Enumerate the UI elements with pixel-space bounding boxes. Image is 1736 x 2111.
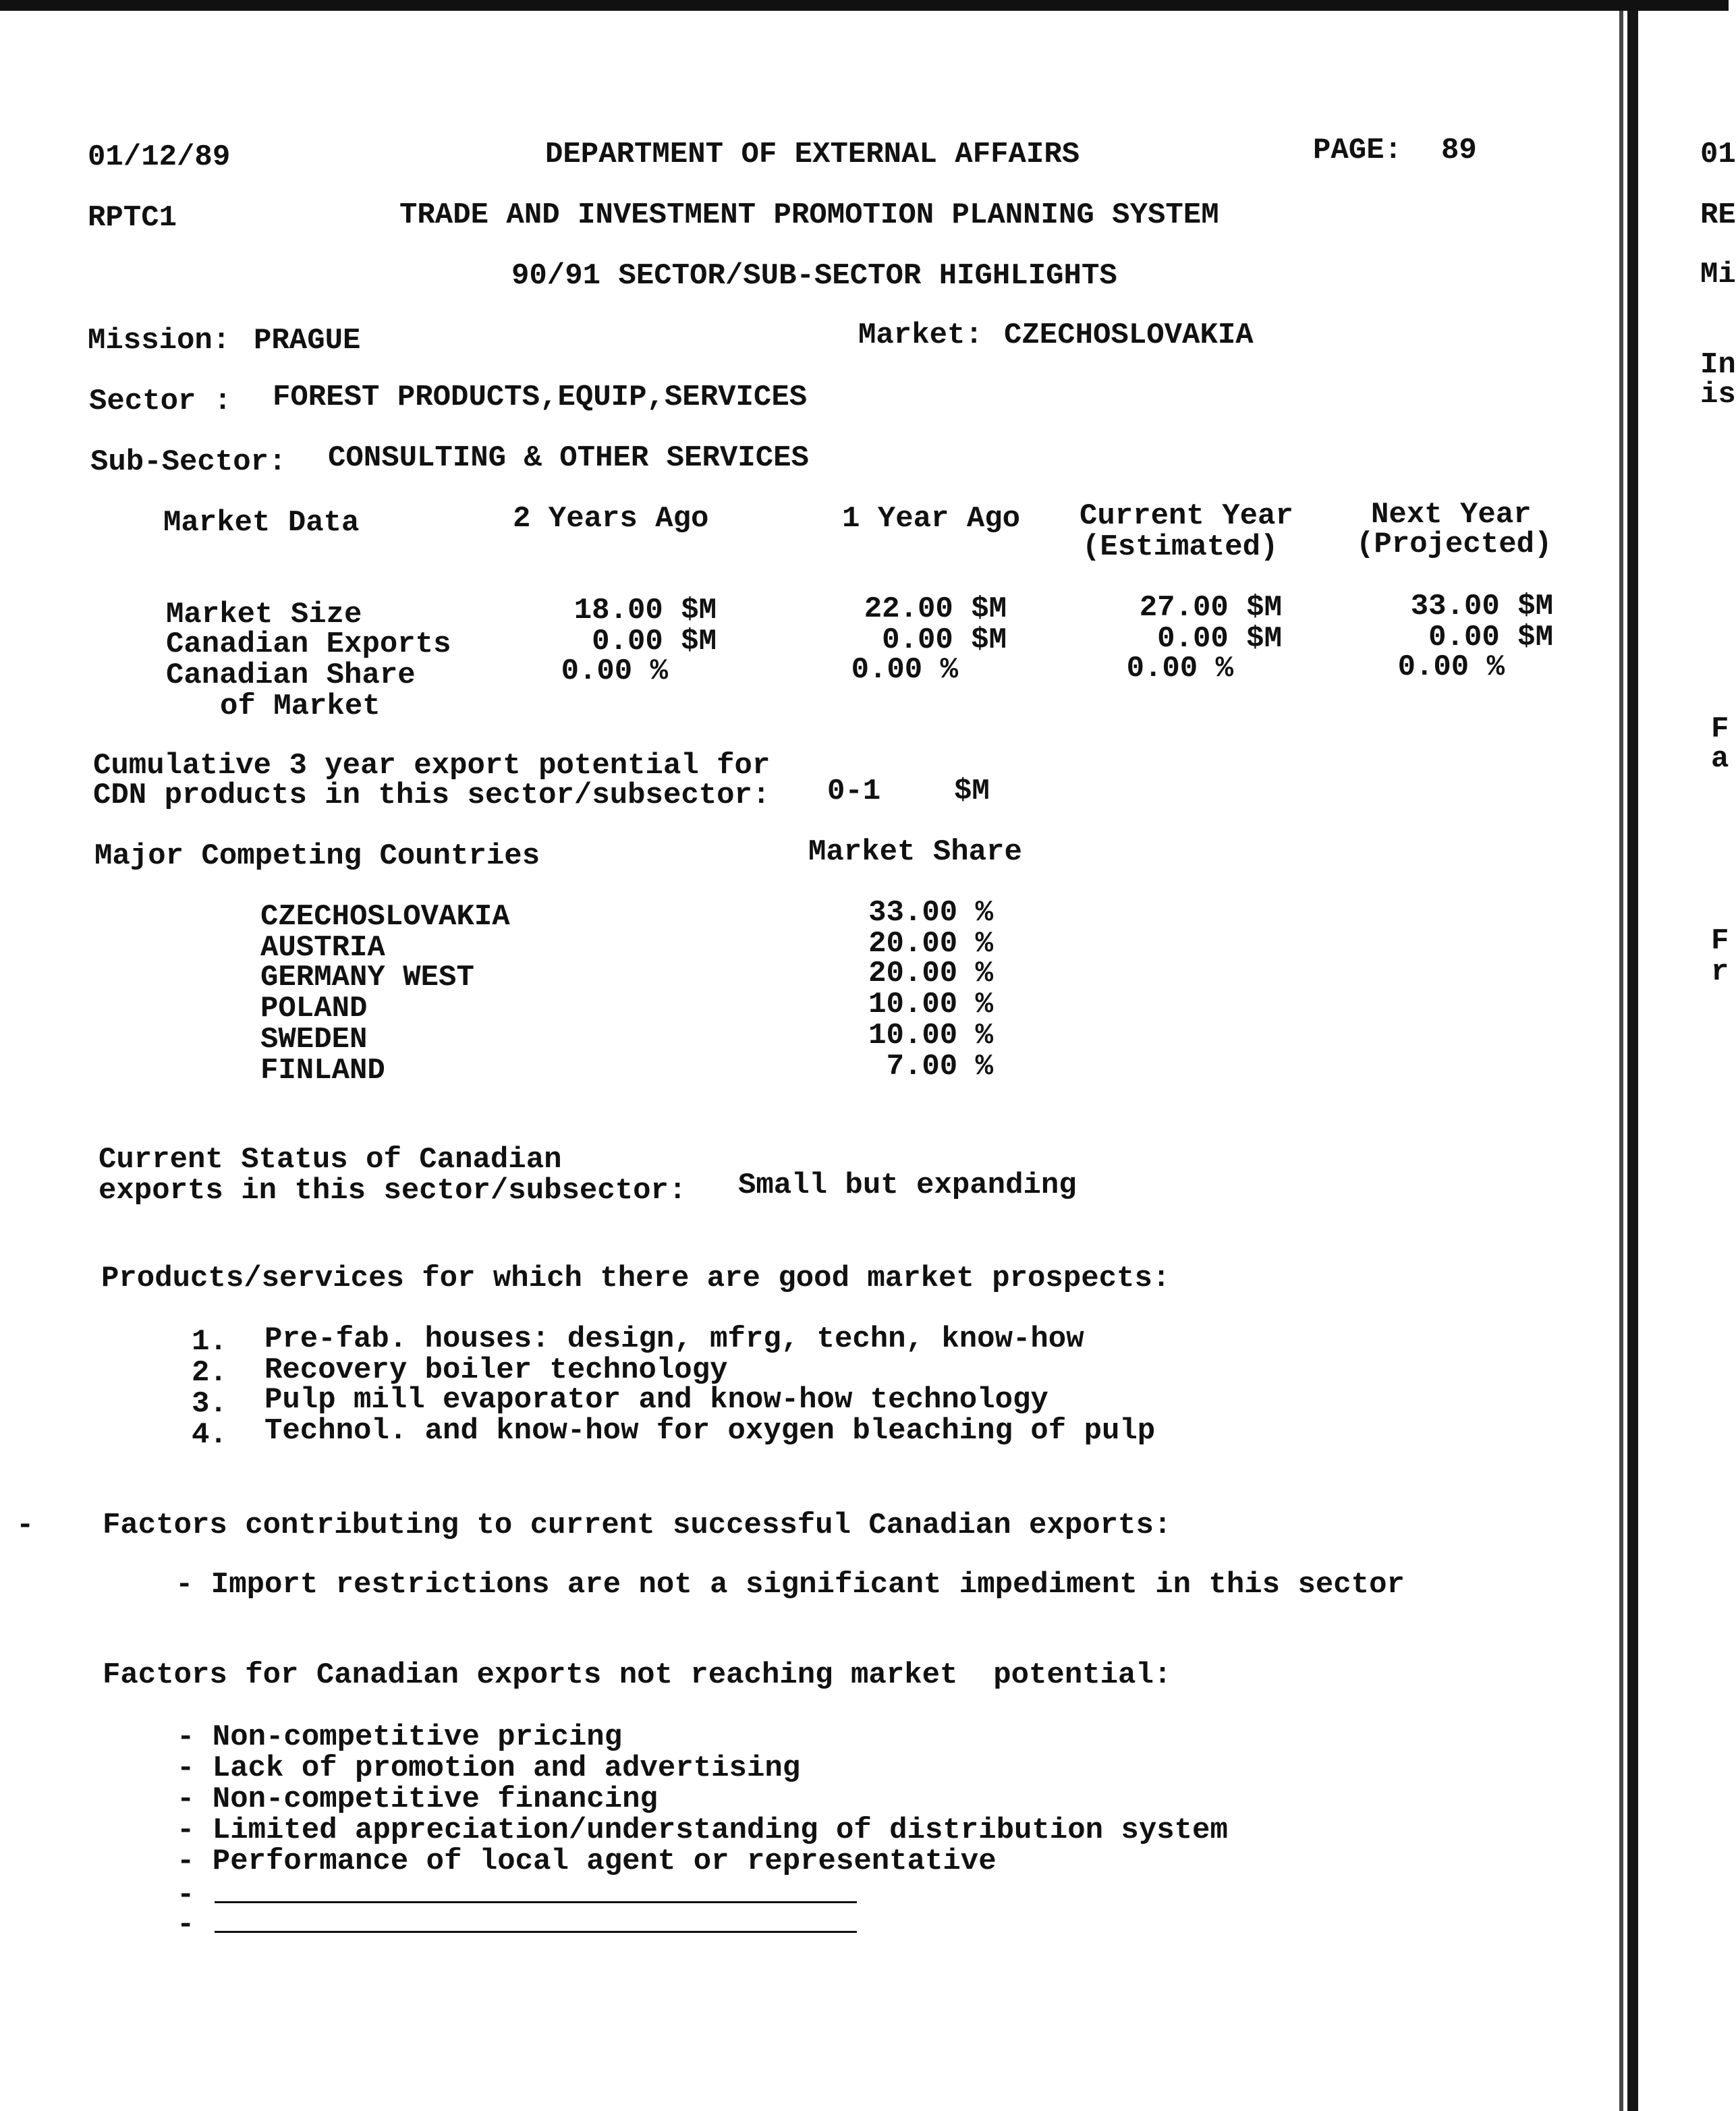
page-label: PAGE: <box>1313 134 1403 167</box>
next-page-fragment: is <box>1700 378 1736 412</box>
barrier-item: - Lack of promotion and advertising <box>177 1751 801 1785</box>
prospect-item: Pulp mill evaporator and know-how technology <box>264 1383 1048 1417</box>
blank-item-dash: - <box>177 1908 195 1942</box>
margin-dash: - <box>16 1509 34 1542</box>
barrier-item: - Non-competitive pricing <box>177 1720 623 1754</box>
page-number: 89 <box>1441 134 1477 167</box>
competitor-share: 7.00 % <box>886 1050 993 1083</box>
next-page-fragment: Mi <box>1700 258 1736 291</box>
next-page-fragment: RE <box>1700 198 1736 232</box>
potential-line2: CDN products in this sector/subsector: <box>93 779 771 812</box>
row-label-of-market: of Market <box>220 689 381 723</box>
competitor-share: 10.00 % <box>868 988 993 1021</box>
next-page-fragment: F <box>1711 924 1729 958</box>
success-item: - Import restrictions are not a significant impediment in this sector <box>175 1568 1405 1602</box>
row-label-canadian-share: Canadian Share <box>166 658 416 692</box>
competitor-country: CZECHOSLOVAKIA <box>260 900 510 934</box>
subsector-label: Sub-Sector: <box>90 445 287 479</box>
next-page-fragment: In <box>1700 348 1736 382</box>
mission-value: PRAGUE <box>254 324 361 358</box>
table-header-2yrs: 2 Years Ago <box>513 502 709 536</box>
competitor-share: 10.00 % <box>868 1019 993 1052</box>
next-page-fragment: F <box>1711 712 1729 746</box>
cell-market-size-next: 33.00 $M <box>1410 590 1553 623</box>
potential-value: 0-1 <box>827 775 881 808</box>
table-header-estimated: (Estimated) <box>1082 530 1279 564</box>
barrier-item: - Limited appreciation/understanding of distribution system <box>177 1813 1228 1847</box>
potential-unit: $M <box>954 775 990 808</box>
subsector-value: CONSULTING & OTHER SERVICES <box>328 441 809 475</box>
report-date: 01/12/89 <box>88 140 231 174</box>
prospect-item: Pre-fab. houses: design, mfrg, techn, know-how <box>264 1322 1084 1356</box>
barrier-item: - Performance of local agent or representative <box>177 1845 997 1878</box>
competitor-country: FINLAND <box>260 1054 385 1088</box>
status-line1: Current Status of Canadian <box>99 1143 562 1177</box>
cell-market-size-2yrs: 18.00 $M <box>573 594 717 627</box>
success-heading: Factors contributing to current successful Canadian exports: <box>103 1509 1172 1542</box>
table-header-next: Next Year <box>1371 498 1532 532</box>
blank-item-line <box>215 1931 857 1933</box>
cell-share-1yr: 0.00 % <box>851 653 958 687</box>
department-title: DEPARTMENT OF EXTERNAL AFFAIRS <box>545 138 1080 171</box>
status-line2: exports in this sector/subsector: <box>99 1174 687 1208</box>
cell-share-current: 0.00 % <box>1126 652 1233 685</box>
market-share-heading: Market Share <box>808 835 1022 869</box>
cell-exports-current: 0.00 $M <box>1157 622 1282 656</box>
scan-top-border <box>0 0 1729 11</box>
prospect-number: 3. <box>192 1387 227 1421</box>
mission-label: Mission: <box>88 324 231 358</box>
cell-exports-2yrs: 0.00 $M <box>592 625 717 658</box>
competitor-country: AUSTRIA <box>260 931 385 965</box>
cell-exports-1yr: 0.00 $M <box>882 623 1007 657</box>
cell-market-size-current: 27.00 $M <box>1139 591 1282 625</box>
potential-line1: Cumulative 3 year export potential for <box>93 749 771 783</box>
competitor-share: 20.00 % <box>868 927 993 961</box>
next-page-fragment: r <box>1711 955 1729 989</box>
cell-share-2yrs: 0.00 % <box>561 654 668 688</box>
page-fold-shadow <box>1619 11 1623 2111</box>
table-header-current: Current Year <box>1080 499 1293 533</box>
report-subtitle: 90/91 SECTOR/SUB-SECTOR HIGHLIGHTS <box>511 259 1117 293</box>
sector-label: Sector : <box>89 385 232 418</box>
cell-exports-next: 0.00 $M <box>1428 621 1553 654</box>
prospect-number: 4. <box>192 1418 227 1452</box>
page-fold <box>1627 11 1638 2111</box>
system-title: TRADE AND INVESTMENT PROMOTION PLANNING SYSTEM <box>399 198 1219 232</box>
market-label: Market: <box>858 318 983 352</box>
table-header-label: Market Data <box>163 506 360 540</box>
competitors-heading: Major Competing Countries <box>94 839 540 873</box>
competitor-country: GERMANY WEST <box>260 961 474 994</box>
competitor-country: SWEDEN <box>260 1023 368 1057</box>
sector-value: FOREST PRODUCTS,EQUIP,SERVICES <box>273 381 808 414</box>
status-value: Small but expanding <box>738 1169 1077 1202</box>
next-page-fragment: a <box>1711 742 1729 776</box>
prospect-item: Technol. and know-how for oxygen bleaching of pulp <box>264 1414 1156 1448</box>
row-label-canadian-exports: Canadian Exports <box>166 627 451 661</box>
cell-market-size-1yr: 22.00 $M <box>864 592 1007 626</box>
competitor-share: 20.00 % <box>868 957 993 990</box>
barrier-item: - Non-competitive financing <box>177 1782 658 1816</box>
barriers-heading: Factors for Canadian exports not reaching market potential: <box>103 1658 1172 1692</box>
report-code: RPTC1 <box>88 201 177 235</box>
market-value: CZECHOSLOVAKIA <box>1004 318 1254 352</box>
competitor-share: 33.00 % <box>868 896 993 930</box>
next-page-fragment: 01 <box>1700 138 1736 171</box>
table-header-projected: (Projected) <box>1356 528 1552 561</box>
prospect-number: 2. <box>192 1356 227 1390</box>
prospects-heading: Products/services for which there are good market prospects: <box>101 1262 1171 1295</box>
blank-item-dash: - <box>177 1878 195 1912</box>
blank-item-line <box>215 1901 857 1903</box>
prospect-number: 1. <box>192 1325 227 1359</box>
competitor-country: POLAND <box>260 992 368 1025</box>
cell-share-next: 0.00 % <box>1397 650 1505 684</box>
prospect-item: Recovery boiler technology <box>264 1353 728 1387</box>
table-header-1yr: 1 Year Ago <box>842 502 1021 536</box>
row-label-market-size: Market Size <box>166 598 362 631</box>
